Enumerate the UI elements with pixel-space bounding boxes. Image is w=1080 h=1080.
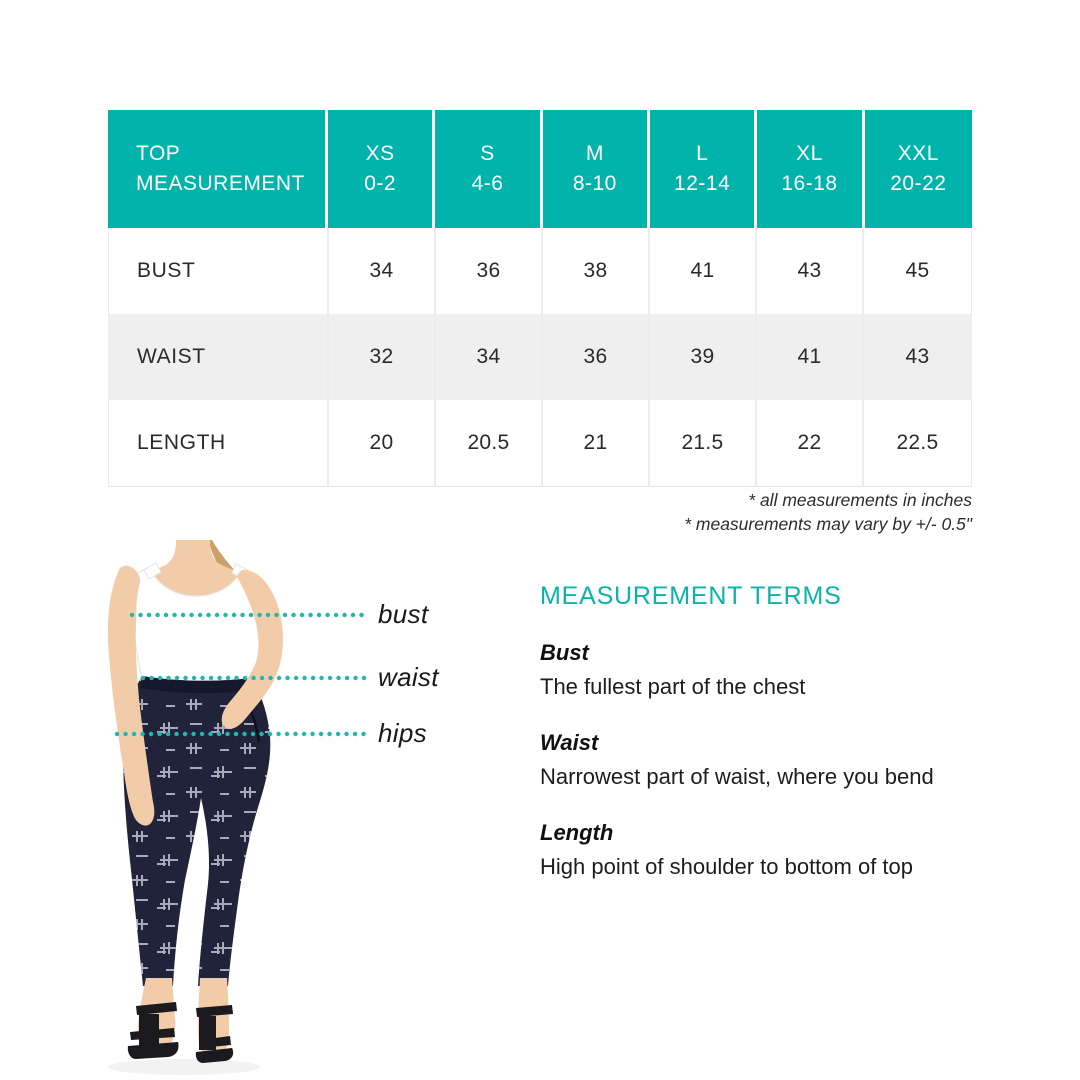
bust-value-xxl: 45 (864, 228, 971, 314)
bust-value-l: 41 (650, 228, 757, 314)
corner-header-line1: TOP (136, 142, 181, 165)
measurement-terms-section (540, 582, 992, 881)
length-value-m: 21 (543, 400, 650, 486)
waist-value-xxl: 43 (864, 314, 971, 400)
term-group-length (540, 818, 992, 881)
corner-header-line2: MEASUREMENT (136, 172, 305, 195)
size-header-xxl (865, 110, 972, 228)
bust-value-m: 38 (543, 228, 650, 314)
term-def-bust: The fullest part of the chest (540, 674, 806, 699)
term-def-length: High point of shoulder to bottom of top (540, 854, 914, 879)
size-range: 4-6 (471, 172, 504, 195)
size-range: 0-2 (364, 172, 397, 195)
waist-value-m: 36 (543, 314, 650, 400)
footnote-variance: * measurements may vary by +/- 0.5" (684, 513, 972, 534)
bust-value-s: 36 (436, 228, 543, 314)
size-chart-table (108, 110, 972, 487)
terms-title: MEASUREMENT TERMS (540, 582, 842, 610)
size-header-s (435, 110, 542, 228)
measurement-footnotes (400, 489, 972, 536)
size-label: S (480, 142, 495, 165)
floor-shadow (108, 1059, 260, 1075)
corner-header-cell (108, 110, 328, 228)
row-label-length: LENGTH (109, 400, 329, 486)
size-chart-body (108, 228, 972, 487)
size-label: XL (796, 142, 823, 165)
hips-label: hips (378, 718, 427, 748)
size-range: 12-14 (674, 172, 731, 195)
term-def-waist: Narrowest part of waist, where you bend (540, 764, 934, 789)
size-range: 20-22 (890, 172, 947, 195)
term-name-bust: Bust (540, 640, 589, 665)
length-value-xs: 20 (329, 400, 436, 486)
measurement-guide-lines (100, 595, 400, 745)
size-label: M (585, 142, 604, 165)
term-group-waist (540, 728, 992, 791)
waist-value-xs: 32 (329, 314, 436, 400)
row-label-bust: BUST (109, 228, 329, 314)
size-header-xs (328, 110, 435, 228)
term-group-bust (540, 638, 992, 701)
waist-label: waist (378, 662, 439, 692)
length-value-s: 20.5 (436, 400, 543, 486)
term-name-length: Length (540, 820, 614, 845)
size-range: 16-18 (781, 172, 838, 195)
waist-value-xl: 41 (757, 314, 864, 400)
term-name-waist: Waist (540, 730, 599, 755)
size-label: XS (365, 142, 395, 165)
bust-value-xs: 34 (329, 228, 436, 314)
waist-value-l: 39 (650, 314, 757, 400)
size-header-l (650, 110, 757, 228)
size-header-m (543, 110, 650, 228)
size-range: 8-10 (572, 172, 617, 195)
bust-label: bust (378, 599, 429, 629)
size-header-xl (757, 110, 864, 228)
waist-value-s: 34 (436, 314, 543, 400)
length-value-l: 21.5 (650, 400, 757, 486)
length-value-xxl: 22.5 (864, 400, 971, 486)
size-chart-header-row (108, 110, 972, 228)
size-label: XXL (897, 142, 939, 165)
length-value-xl: 22 (757, 400, 864, 486)
size-label: L (696, 142, 709, 165)
footnote-inches: * all measurements in inches (748, 490, 972, 510)
row-label-waist: WAIST (109, 314, 329, 400)
bust-value-xl: 43 (757, 228, 864, 314)
